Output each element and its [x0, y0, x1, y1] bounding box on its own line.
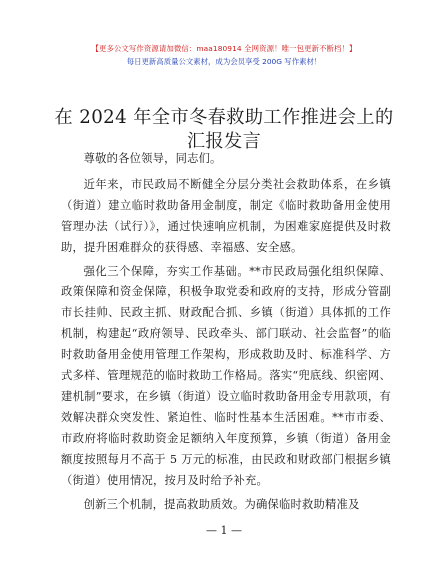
greeting: 尊敬的各位领导，同志们。 [83, 152, 222, 165]
document-body [61, 149, 391, 518]
paragraph-guarantees: 强化三个保障，夯实工作基础。**市民政局强化组织保障、政策保障和资金保障，积极争取党委和政府的支持，形成分管副市长挂帅、民政主抓、财政配合抓、乡镇（街道）具体抓的工作机制，构建起“政府领导、民政牵头、部门联动、社会监督”的临时救助备用金使用管理工作架构，形成救助及时、标准科学、方式多样、管理规范的临时救助工作格局。落实“兜底线、织密网、建机制”要求，在乡镇（街道）设立临时救助备用金专用款项，有效解决群众突发性、紧迫性、临时性基本生活困难。**市市委、市政府将临时救助资金足额纳入年度预算，乡镇（街道）备用金额度按照每月不高于 5 万元的标准，由民政和财政部门根据乡镇（街道）使用情况，按月及时给予补充。 [61, 264, 391, 487]
paragraph-intro: 近年来，市民政局不断健全分层分类社会救助体系，在乡镇（街道）建立临时救助备用金制度，制定《临时救助备用金使用管理办法（试行）》，通过快速响应机制，为困难家庭提供及时救助，提升困难群众的获得感、幸福感、安全感。 [61, 177, 391, 254]
page-number: — 1 — [206, 524, 242, 537]
promo-banner-line-2: 每日更新高质量公文素材，成为会员享受 200G 写作素材！ [126, 57, 322, 66]
document-title: 在 2024 年全市冬春救助工作推进会上的汇报发言 [54, 107, 394, 153]
paragraph-mechanisms: 创新三个机制，提高救助质效。为确保临时救助精准及 [83, 497, 360, 511]
promo-banner-line-1: 【更多公文写作资源请加微信：maa180914 全网资源！唯一包更新不断档！】 [91, 44, 357, 53]
